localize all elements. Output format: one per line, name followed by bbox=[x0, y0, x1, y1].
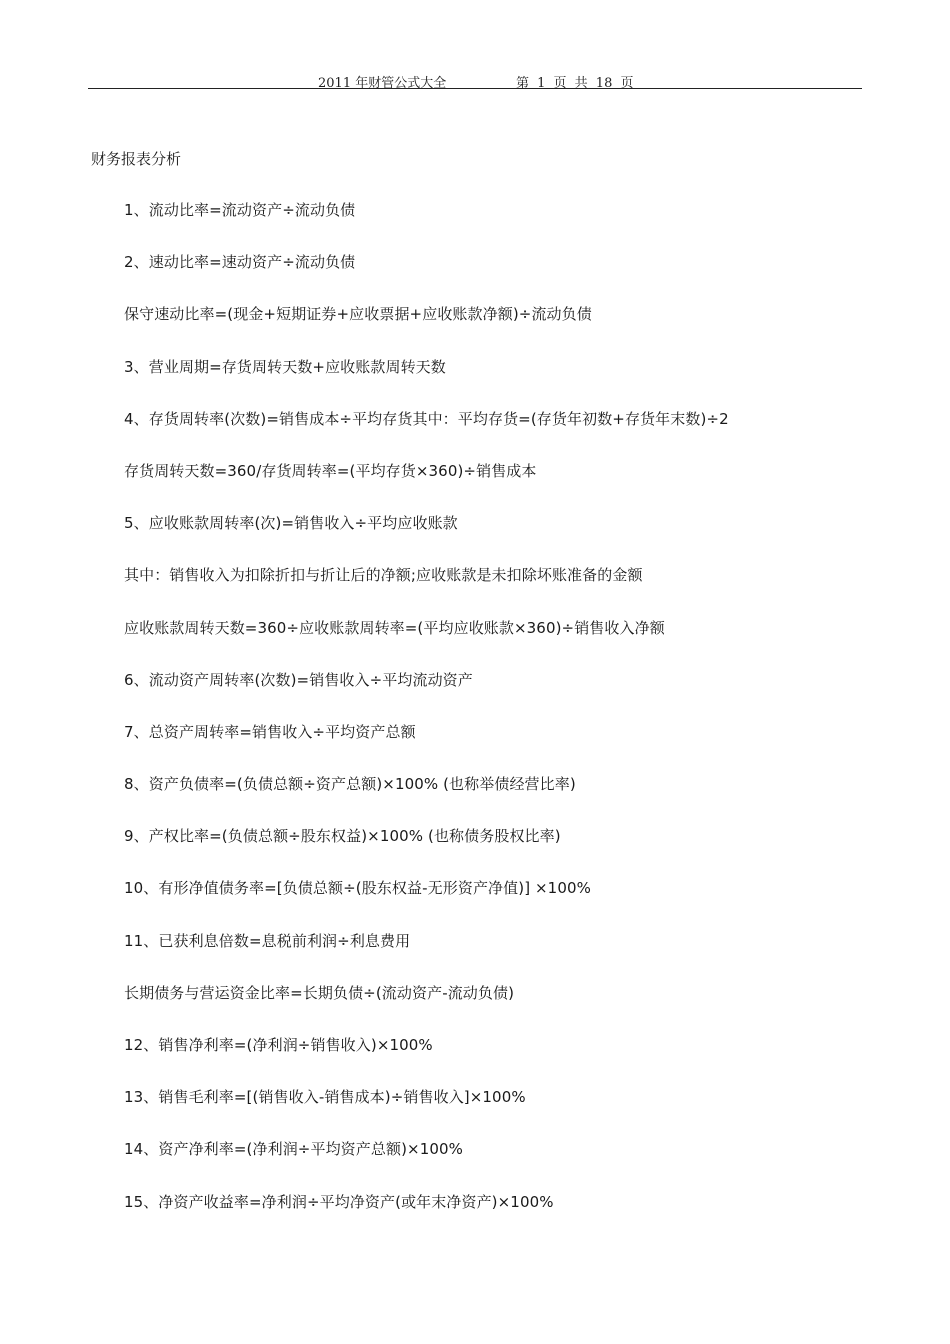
header-divider bbox=[88, 88, 862, 89]
formula-line: 存货周转天数=360/存货周转率=(平均存货×360)÷销售成本 bbox=[124, 461, 537, 480]
formula-line: 6、流动资产周转率(次数)=销售收入÷平均流动资产 bbox=[124, 670, 473, 689]
formula-line: 其中：销售收入为扣除折扣与折让后的净额;应收账款是未扣除坏账准备的金额 bbox=[124, 566, 643, 585]
formula-line: 7、总资产周转率=销售收入÷平均资产总额 bbox=[124, 722, 416, 741]
page-header bbox=[88, 72, 862, 89]
formula-line: 保守速动比率=(现金+短期证券+应收票据+应收账款净额)÷流动负债 bbox=[124, 305, 592, 324]
formula-line: 13、销售毛利率=[(销售收入-销售成本)÷销售收入]×100% bbox=[124, 1088, 526, 1107]
formula-line: 9、产权比率=(负债总额÷股东权益)×100% (也称债务股权比率) bbox=[124, 827, 561, 846]
formula-line: 1、流动比率=流动资产÷流动负债 bbox=[124, 201, 356, 219]
formula-line: 长期债务与营运资金比率=长期负债÷(流动资产-流动负债) bbox=[124, 983, 515, 1002]
formula-line: 应收账款周转天数=360÷应收账款周转率=(平均应收账款×360)÷销售收入净额 bbox=[124, 618, 665, 637]
section-heading: 财务报表分析 bbox=[91, 150, 182, 168]
formula-line: 11、已获利息倍数=息税前利润÷利息费用 bbox=[124, 931, 411, 950]
document-title: 2011 年财管公式大全 bbox=[318, 76, 447, 91]
formula-line: 2、速动比率=速动资产÷流动负债 bbox=[124, 253, 356, 272]
formula-line: 10、有形净值债务率=[负债总额÷(股东权益-无形资产净值)] ×100% bbox=[124, 879, 591, 898]
formula-line: 4、存货周转率(次数)=销售成本÷平均存货其中：平均存货=(存货年初数+存货年末数)÷2 bbox=[124, 409, 729, 428]
formula-line: 12、销售净利率=(净利润÷销售收入)×100% bbox=[124, 1036, 433, 1054]
formula-line: 8、资产负债率=(负债总额÷资产总额)×100% (也称举债经营比率) bbox=[124, 775, 576, 794]
formula-list bbox=[124, 200, 729, 1244]
formula-line: 15、净资产收益率=净利润÷平均净资产(或年末净资产)×100% bbox=[124, 1192, 554, 1211]
formula-line: 5、应收账款周转率(次)=销售收入÷平均应收账款 bbox=[124, 514, 458, 533]
formula-line: 3、营业周期=存货周转天数+应收账款周转天数 bbox=[124, 357, 446, 376]
page-number-info: 第 1 页 共 18 页 bbox=[516, 76, 634, 91]
formula-line: 14、资产净利率=(净利润÷平均资产总额)×100% bbox=[124, 1140, 463, 1159]
